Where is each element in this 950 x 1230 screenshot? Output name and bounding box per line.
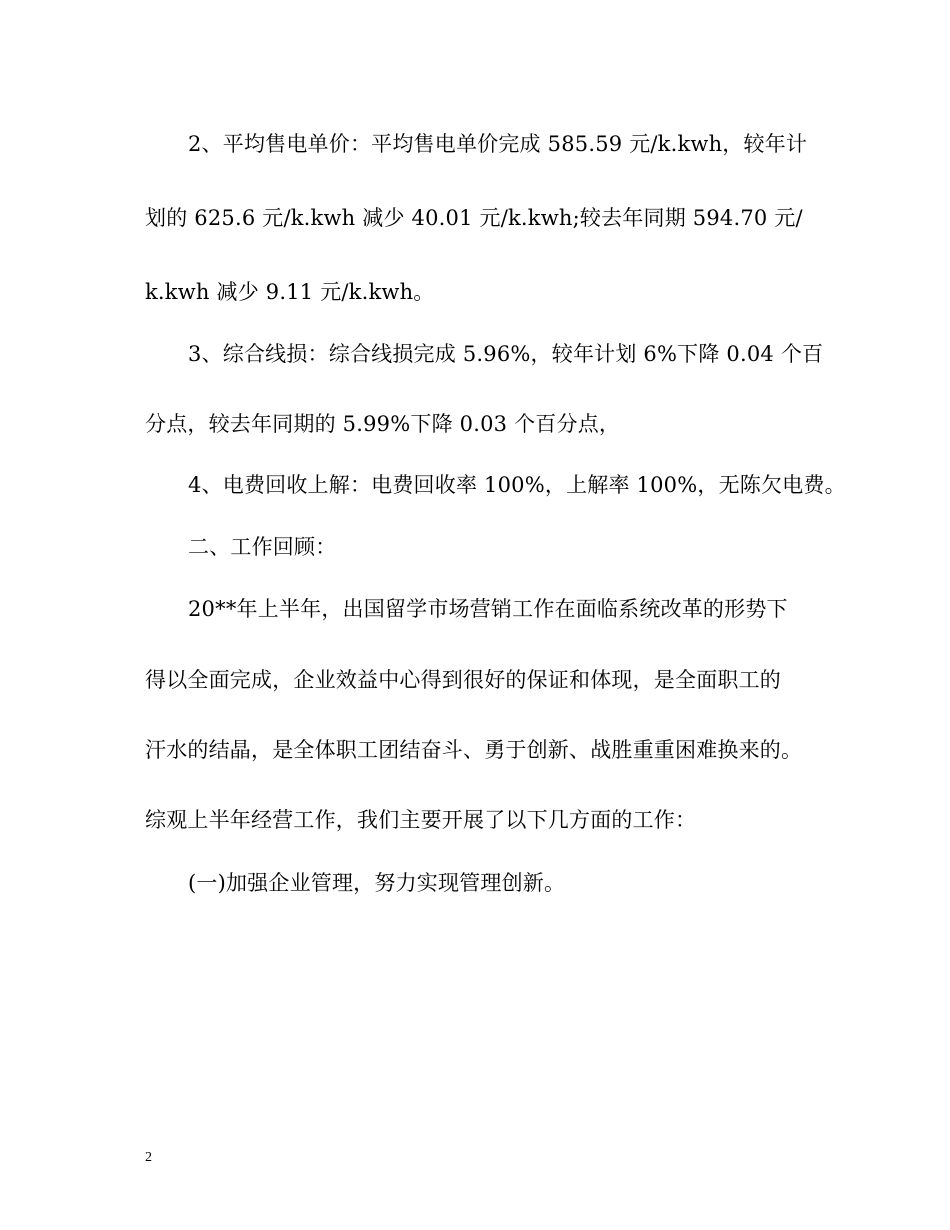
paragraph-line: 汗水的结晶，是全体职工团结奋斗、勇于创新、战胜重重困难换来的。 (145, 738, 803, 762)
paragraph-line: 分点，较去年同期的 5.99%下降 0.03 个百分点， (145, 412, 621, 436)
paragraph-line: 2、平均售电单价：平均售电单价完成 585.59 元/k.kwh，较年计 (188, 132, 808, 156)
paragraph-line: 4、电费回收上解：电费回收率 100%，上解率 100%，无陈欠电费。 (188, 473, 846, 497)
section-heading: 二、工作回顾： (188, 535, 337, 559)
paragraph-line: 得以全面完成，企业效益中心得到很好的保证和体现，是全面职工的 (145, 668, 781, 692)
paragraph-line: 3、综合线损：综合线损完成 5.96%，较年计划 6%下降 0.04 个百 (188, 342, 824, 366)
paragraph-line: 划的 625.6 元/k.kwh 减少 40.01 元/k.kwh;较去年同期 594.70 元/ (145, 206, 803, 230)
paragraph-line: k.kwh 减少 9.11 元/k.kwh。 (145, 280, 435, 304)
paragraph-line: 综观上半年经营工作，我们主要开展了以下几方面的工作： (145, 808, 697, 832)
page-number: 2 (145, 1150, 152, 1165)
subsection-heading: (一)加强企业管理，努力实现管理创新。 (188, 871, 566, 895)
paragraph-line: 20**年上半年，出国留学市场营销工作在面临系统改革的形势下 (188, 597, 788, 621)
